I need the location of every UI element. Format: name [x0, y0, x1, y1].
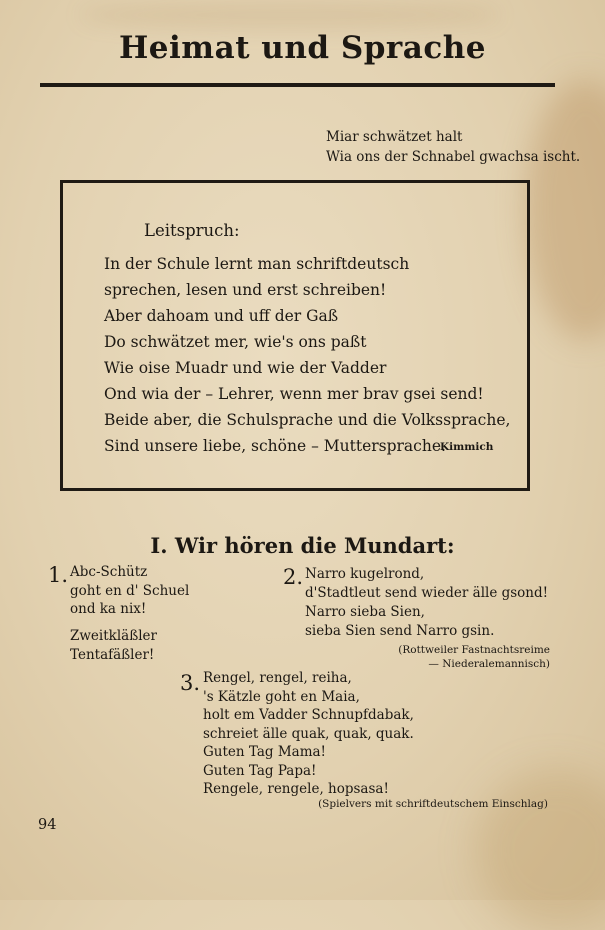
- motto-line: Wia ons der Schnabel gwachsa ischt.: [326, 149, 581, 165]
- source-line: (Spielvers mit schriftdeutschem Einschlag): [318, 798, 548, 810]
- verse-line: schreiet älle quak, quak, quak.: [203, 725, 414, 742]
- poem-stanza: [70, 627, 157, 664]
- motto-line: Miar schwätzet halt: [326, 129, 463, 145]
- poem-number: 2.: [283, 565, 304, 589]
- verse-line: holt em Vadder Schnupfdabak,: [203, 707, 414, 723]
- page-title: Heimat und Sprache: [119, 30, 486, 66]
- poem-stanza: [70, 563, 189, 619]
- paper-stain: [525, 80, 605, 340]
- verse-line: Guten Tag Papa!: [203, 762, 317, 779]
- box-line: sprechen, lesen und erst schreiben!: [104, 281, 387, 299]
- poem-number: 1.: [48, 563, 69, 587]
- verse-line: Zweitkläßler: [70, 628, 157, 644]
- box-heading: Leitspruch:: [144, 221, 240, 240]
- poem-source: [290, 797, 548, 811]
- box-line: Wie oise Muadr und wie der Vadder: [104, 359, 387, 377]
- poem-stanza: [203, 669, 414, 799]
- verse-line: goht en d' Schuel: [70, 582, 190, 599]
- box-line: Beide aber, die Schulsprache und die Volkssprache,: [104, 411, 511, 429]
- verse-line: Rengele, rengele, hopsasa!: [203, 781, 389, 797]
- paper-stain: [475, 770, 605, 930]
- verse-line: Guten Tag Mama!: [203, 744, 326, 760]
- poem-stanza: [305, 603, 494, 640]
- verse-line: Tentafäßler!: [70, 646, 155, 663]
- source-line: (Rottweiler Fastnachtsreime: [398, 644, 550, 656]
- verse-line: Narro kugelrond,: [305, 566, 425, 582]
- page-number: 94: [38, 817, 57, 833]
- box-line: In der Schule lernt man schriftdeutsch: [104, 255, 410, 273]
- box-author: Kimmich: [440, 441, 494, 453]
- verse-line: Abc-Schütz: [70, 564, 148, 580]
- title-rule: [40, 83, 555, 87]
- box-text: [104, 251, 510, 459]
- section-title: I. Wir hören die Mundart:: [150, 533, 455, 558]
- source-line: — Niederalemannisch): [428, 658, 550, 670]
- poem-source: [375, 643, 550, 671]
- poem-stanza: [305, 565, 548, 602]
- motto: [326, 127, 580, 167]
- box-line: Do schwätzet mer, wie's ons paßt: [104, 333, 367, 351]
- poem-number: 3.: [180, 671, 201, 695]
- verse-line: ond ka nix!: [70, 601, 147, 617]
- box-line: Sind unsere liebe, schöne – Muttersprache.: [104, 437, 446, 455]
- verse-line: 's Kätzle goht en Maia,: [203, 688, 360, 705]
- verse-line: Narro sieba Sien,: [305, 604, 425, 620]
- verse-line: Rengel, rengel, reiha,: [203, 670, 352, 686]
- verse-line: d'Stadtleut send wieder älle gsond!: [305, 584, 549, 601]
- paper-stain: [80, 0, 500, 30]
- box-line: Aber dahoam und uff der Gaß: [104, 307, 339, 325]
- verse-line: sieba Sien send Narro gsin.: [305, 622, 495, 639]
- box-line: Ond wia der – Lehrer, wenn mer brav gsei send!: [104, 385, 484, 403]
